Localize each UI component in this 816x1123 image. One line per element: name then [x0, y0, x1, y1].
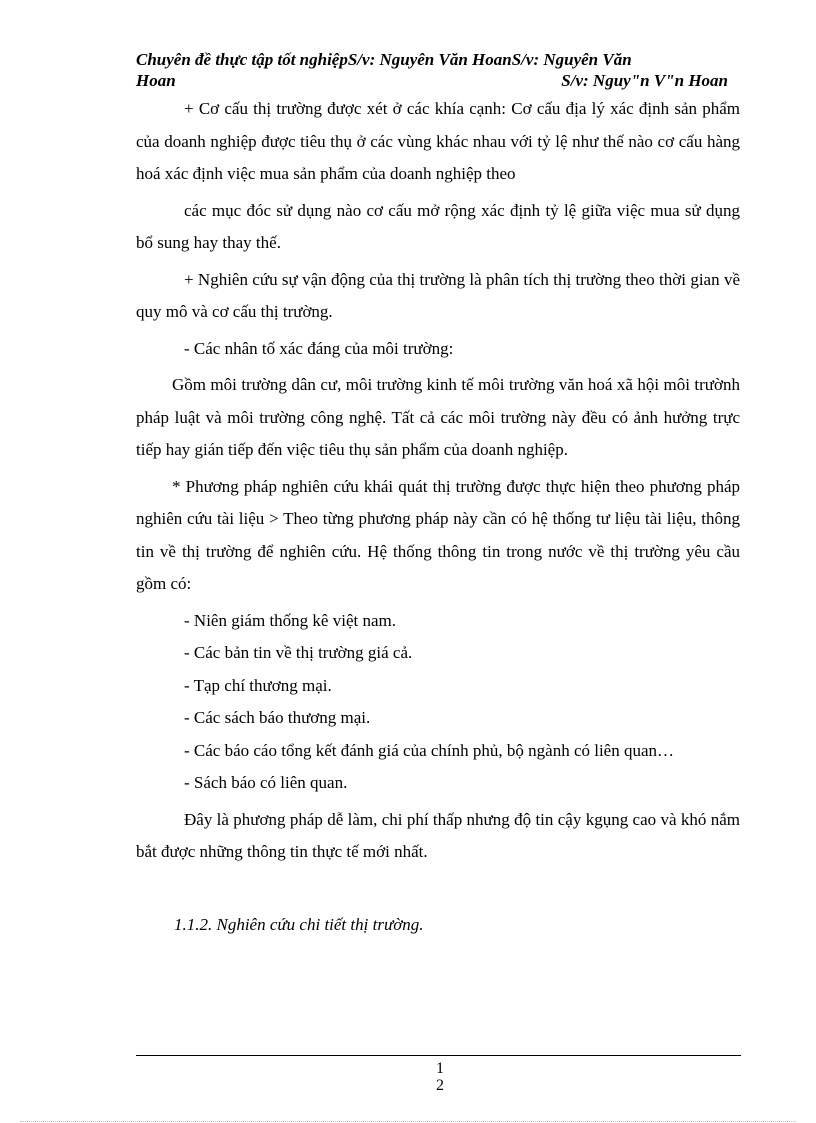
list-item: - Các báo cáo tổng kết đánh giá của chính phủ, bộ ngành có liên quan… [184, 740, 675, 760]
footer-divider [136, 1055, 741, 1056]
page-header [136, 49, 740, 91]
list-item: - Các bản tin về thị trường giá cả. [184, 643, 413, 662]
header-author-left: Hoan [136, 71, 176, 90]
paragraph-research-method: * Phương pháp nghiên cứu khái quát thị trường được thực hiện theo phương pháp nghiên cứu tài liệu > Theo từng phương pháp này cần có hệ thống tư liệu tài liệu, thông tin về thị trường để nghiên cứu. Hệ thống thông tin trong nước về thị trường yêu cầu gồm có: [136, 476, 740, 593]
paragraph-market-structure: + Cơ cấu thị trường được xét ở các khía cạnh: Cơ cấu địa lý xác định sản phẩm của doanh nghiệp được tiêu thụ ở các vùng khác nhau với tỷ lệ như thế nào cơ cấu hàng hoá xác định việc mua sản phẩm của doanh nghiệp theo [136, 99, 740, 183]
paragraph-environment-list: Gồm môi trường dân cư, môi trường kinh tế môi trường văn hoá xã hội môi trườnh pháp luật và môi trường công nghệ. Tất cả các môi trường này đều có ảnh hưởng trực tiếp hay gián tiếp đến việc tiêu thụ sản phẩm của doanh nghiệp. [136, 375, 740, 459]
list-item: - Niên giám thống kê việt nam. [184, 610, 396, 630]
header-line-2 [136, 70, 740, 91]
header-author-right: S/v: Nguy"n V"n Hoan [561, 71, 728, 90]
list-item: - Các sách báo thương mại. [184, 708, 371, 727]
paragraph-closing: Đây là phương pháp dễ làm, chi phí thấp nhưng độ tin cậy kgụng cao và khó nắm bắt được những thông tin thực tế mới nhất. [136, 809, 740, 861]
body-text [136, 93, 740, 873]
paragraph-market-movement: + Nghiên cứu sự vận động của thị trường là phân tích thị trường theo thời gian về quy mô và cơ cấu thị trường. [136, 269, 740, 321]
section-heading: 1.1.2. Nghiên cứu chi tiết thị trường. [174, 915, 424, 934]
header-line-1 [136, 49, 740, 70]
page-number-line-1: 1 [436, 1060, 444, 1077]
paragraph-usage-purpose: các mục đóc sử dụng nào cơ cấu mở rộng xác định tỷ lệ giữa việc mua sử dụng bổ sung hay thay thế. [136, 200, 740, 252]
list-item: - Tạp chí thương mại. [184, 675, 332, 695]
paragraph-environment-factors: - Các nhân tố xác đáng của môi trường: [184, 338, 454, 358]
source-list [136, 605, 740, 800]
page-number [420, 1060, 460, 1094]
page-bottom-border [20, 1121, 796, 1122]
page-number-line-2: 2 [436, 1077, 444, 1094]
list-item: - Sách báo có liên quan. [184, 773, 348, 792]
header-title: Chuyên đề thực tập tốt nghiệpS/v: Nguyên Văn HoanS/v: Nguyên Văn [136, 50, 632, 69]
